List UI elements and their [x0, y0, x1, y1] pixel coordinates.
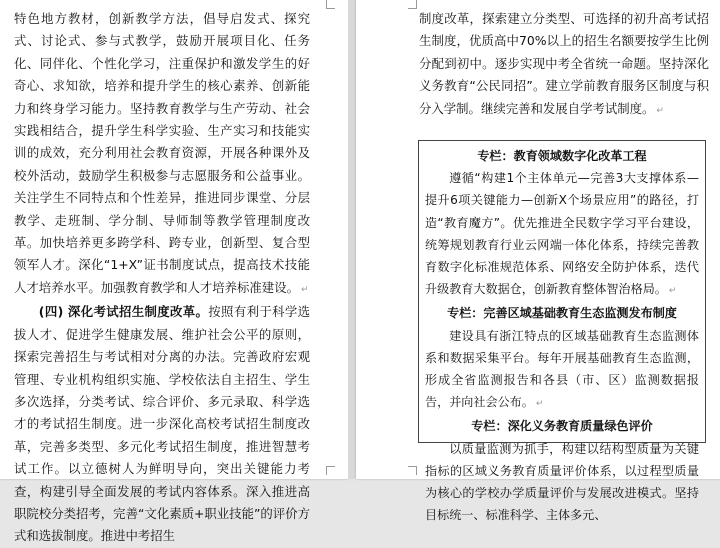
paragraph-mark: ↵ — [300, 284, 309, 295]
paragraph-mark: ↵ — [535, 399, 544, 410]
column-text: 建设具有浙江特点的区域基础教育生态监测体系和数据采集平台。每年开展基础教育生态监测，形成全省监测报告和各县（市、区）监测数据报告，并向社会公布。 ↵ — [425, 328, 699, 410]
body-paragraph: 特色地方教材，创新教学方法，倡导启发式、探究式、讨论式、参与式教学，鼓励开展项目化、任务化、同伴化、个性化学习，注重保护和激发学生的好奇心、求知欲，培养和提升学生的核心素养、创新能力和终身学习能力。坚持教育教学与生产劳动、社会实践相结合，提升学生科学实验、生产实习和技能实训的成效，充分利用社会教育资源，开展各种课外及校外活动，鼓励学生积极参与志愿服务和公益事业。关注学生不同特点和个性差异，推进同步课堂、分层教学、走班制、学分制、导师制等教学管理制度改革。加快培养更多跨学科、跨专业，创新型、复合型领军人才。深化“1+X”证书制度试点，提高技术技能人才培养水平。加强教育教学和人才培养标准建设。 ↵ — [14, 11, 310, 295]
body-paragraph: 制度改革，探索建立分类型、可选择的初升高考试招生制度，优质高中70%以上的招生名额要按学生比例分配到初中。逐步实现中考全省统一命题。坚持深化义务教育“公民同招”。建立学前教育服务区制度与积分入学制。继续完善和发展自学考试制度。 ↵ — [419, 11, 709, 116]
paragraph-mark: ↵ — [656, 105, 664, 116]
right-page-body[interactable] — [419, 8, 709, 122]
crop-mark-bottom-right — [326, 466, 335, 475]
column-text: 以质量监测为抓手，构建以结构型质量为关键指标的区域义务教育质量评价体系，以过程型质量为核心的学校办学质量评价与发展改进模式。坚持目标统一、标准科学、主体多元、 — [425, 441, 699, 523]
column-title: 专栏：深化义务教育质量绿色评价 — [471, 419, 653, 434]
crop-mark-top-right — [326, 0, 335, 9]
column-title: 专栏：完善区域基础教育生态监测发布制度 — [447, 306, 677, 321]
section-paragraph: (四) 深化考试招生制度改革。按照有利于科学选拔人才、促进学生健康发展、维护社会公平的原则，探索完善招生与考试相对分离的办法。完善政府宏观管理、专业机构组织实施、学校依法自主招生、学生多次选择，分类考试、综合评价、多元录取、科学选才的考试招生制度。进一步深化高校考试招生制度改革，完善多类型、多元化考试招生制度，推进智慧考试工作。以立德树人为鲜明导向，突出关键能力考查，构建引导全面发展的考试内容体系。深入推进高职院校分类招考，完善“文化素质+职业技能”的评价方式和选拔制度。推进中考招生 — [14, 304, 311, 544]
left-page-body[interactable] — [14, 8, 310, 548]
column-title: 专栏：教育领域数字化改革工程 — [477, 149, 647, 163]
column-text: 遵循“构建1个主体单元—完善3大支撑体系—提升6项关键能力—创新X个场景应用”的路径，打造“教育魔方”。优先推进全民数字学习平台建设，统筹规划教育行业云网端一体化体系，持续完善教育数字化标准规范体系、网络安全防护体系，迭代升级教育大数据仓，创新教育整体智治格局。 ↵ — [425, 171, 699, 297]
section-heading: (四) 深化考试招生制度改革。 — [38, 304, 209, 320]
paragraph-mark: ↵ — [668, 286, 677, 297]
document-page-left — [0, 0, 348, 544]
crop-mark-top-left — [408, 0, 417, 9]
column-box[interactable] — [418, 140, 706, 523]
page-gap — [348, 0, 356, 479]
crop-mark-bottom-left — [408, 466, 417, 475]
